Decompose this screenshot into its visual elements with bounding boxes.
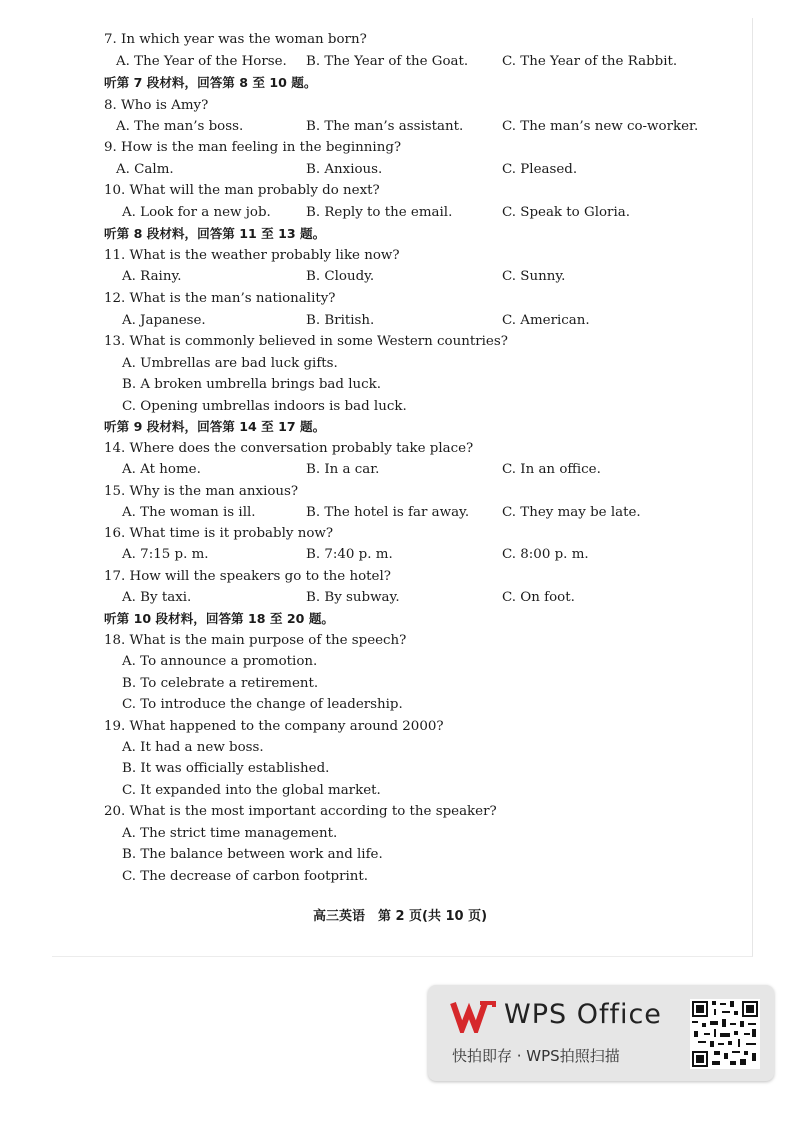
q7-option-c: C. The Year of the Rabbit. (502, 54, 678, 69)
section-9-heading: 听第 9 段材料，回答第 14 至 17 题。 (104, 419, 326, 434)
wps-logo-icon (450, 999, 496, 1033)
q13-option-b: B. A broken umbrella brings bad luck. (122, 377, 381, 392)
section-10-heading: 听第 10 段材料，回答第 18 至 20 题。 (104, 611, 335, 626)
q9-option-a: A. Calm. (116, 162, 174, 177)
q10-option-a: A. Look for a new job. (122, 205, 271, 220)
wps-title: WPS Office (504, 999, 662, 1030)
question-8: 8. Who is Amy? (104, 98, 209, 113)
q18-option-b: B. To celebrate a retirement. (122, 676, 319, 691)
q15-option-a: A. The woman is ill. (122, 505, 256, 520)
question-12: 12. What is the man’s nationality? (104, 291, 336, 306)
q19-option-c: C. It expanded into the global market. (122, 783, 381, 798)
q14-option-b: B. In a car. (306, 462, 380, 477)
q12-option-b: B. British. (306, 313, 375, 328)
question-10: 10. What will the man probably do next? (104, 183, 380, 198)
q8-option-c: C. The man’s new co-worker. (502, 119, 699, 134)
question-9: 9. How is the man feeling in the beginning? (104, 140, 402, 155)
q16-option-c: C. 8:00 p. m. (502, 547, 589, 562)
q11-option-c: C. Sunny. (502, 269, 566, 284)
q9-option-b: B. Anxious. (306, 162, 383, 177)
q12-option-a: A. Japanese. (122, 313, 206, 328)
q20-option-b: B. The balance between work and life. (122, 847, 383, 862)
wps-subtitle: 快拍即存 · WPS拍照扫描 (452, 1047, 620, 1065)
q18-option-c: C. To introduce the change of leadership. (122, 697, 403, 712)
q19-option-a: A. It had a new boss. (122, 740, 264, 755)
q7-option-b: B. The Year of the Goat. (306, 54, 469, 69)
qr-code-icon (690, 999, 760, 1069)
q8-option-b: B. The man’s assistant. (306, 119, 464, 134)
q18-option-a: A. To announce a promotion. (122, 654, 318, 669)
q13-option-a: A. Umbrellas are bad luck gifts. (122, 356, 338, 371)
q14-option-a: A. At home. (122, 462, 201, 477)
q7-option-a: A. The Year of the Horse. (116, 54, 287, 69)
q10-option-c: C. Speak to Gloria. (502, 205, 630, 220)
q12-option-c: C. American. (502, 313, 590, 328)
q8-option-a: A. The man’s boss. (116, 119, 244, 134)
wps-watermark (428, 985, 774, 1081)
q17-option-c: C. On foot. (502, 590, 575, 605)
question-11: 11. What is the weather probably like now? (104, 248, 400, 263)
question-18: 18. What is the main purpose of the speech? (104, 633, 407, 648)
section-7-heading: 听第 7 段材料，回答第 8 至 10 题。 (104, 75, 317, 90)
q13-option-c: C. Opening umbrellas indoors is bad luck. (122, 399, 407, 414)
q9-option-c: C. Pleased. (502, 162, 578, 177)
q15-option-b: B. The hotel is far away. (306, 505, 470, 520)
page-footer: 高三英语 第 2 页(共 10 页) (312, 909, 488, 924)
q19-option-b: B. It was officially established. (122, 761, 330, 776)
question-13: 13. What is commonly believed in some Western countries? (104, 334, 508, 349)
q16-option-a: A. 7:15 p. m. (122, 547, 209, 562)
q20-option-a: A. The strict time management. (122, 826, 338, 841)
question-15: 15. Why is the man anxious? (104, 484, 299, 499)
question-17: 17. How will the speakers go to the hotel? (104, 569, 391, 584)
q11-option-a: A. Rainy. (122, 269, 182, 284)
q20-option-c: C. The decrease of carbon footprint. (122, 869, 369, 884)
q16-option-b: B. 7:40 p. m. (306, 547, 393, 562)
question-19: 19. What happened to the company around 2000? (104, 719, 444, 734)
section-8-heading: 听第 8 段材料，回答第 11 至 13 题。 (104, 226, 326, 241)
q10-option-b: B. Reply to the email. (306, 205, 453, 220)
question-7: 7. In which year was the woman born? (104, 32, 367, 47)
q15-option-c: C. They may be late. (502, 505, 641, 520)
q17-option-a: A. By taxi. (122, 590, 192, 605)
q11-option-b: B. Cloudy. (306, 269, 375, 284)
q17-option-b: B. By subway. (306, 590, 400, 605)
question-20: 20. What is the most important according to the speaker? (104, 804, 497, 819)
question-16: 16. What time is it probably now? (104, 526, 334, 541)
q14-option-c: C. In an office. (502, 462, 601, 477)
question-14: 14. Where does the conversation probably take place? (104, 441, 474, 456)
